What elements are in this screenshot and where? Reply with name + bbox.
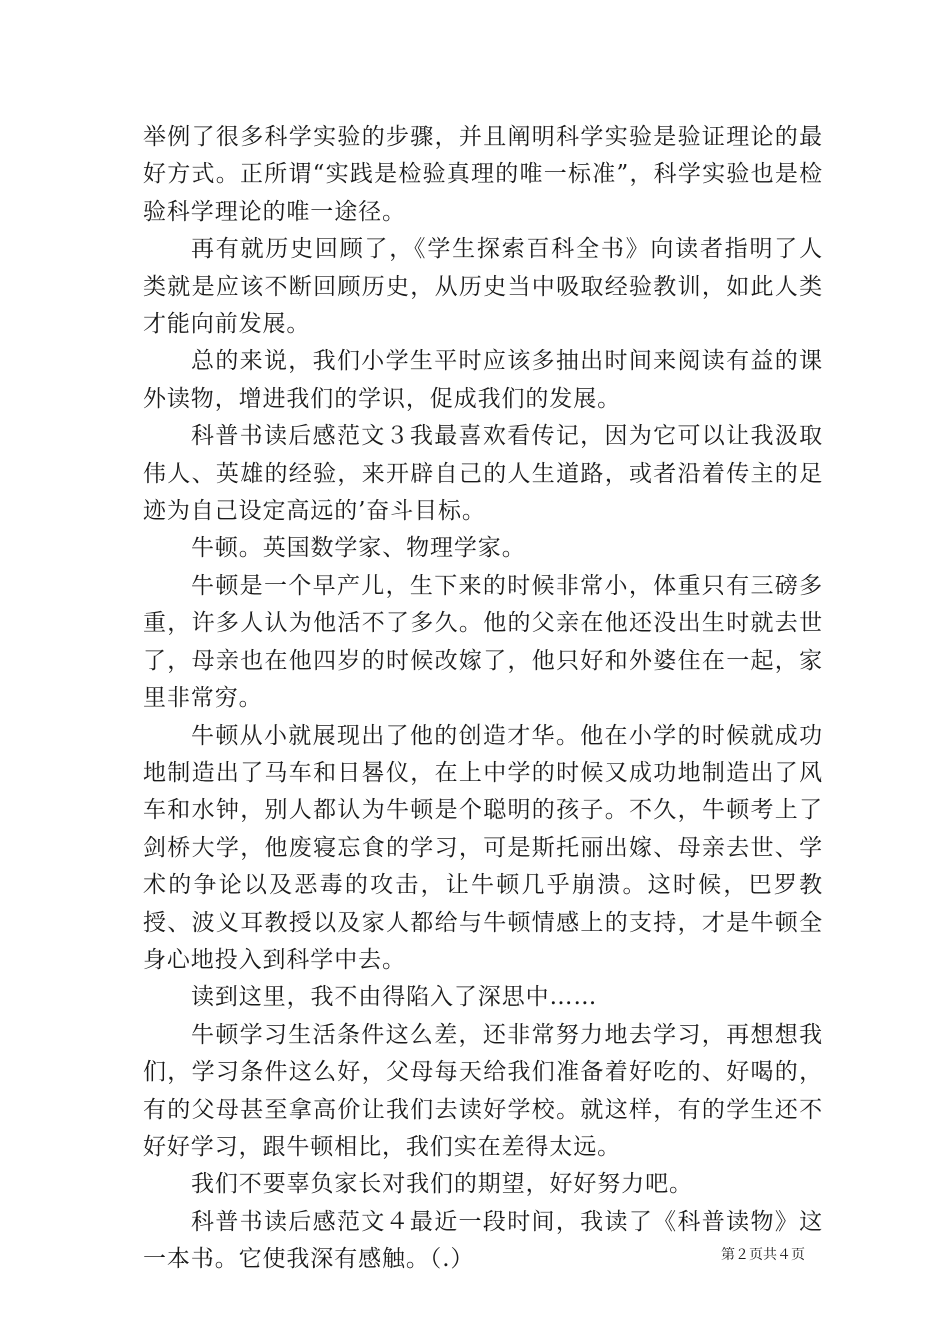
paragraph-10: 我们不要辜负家长对我们的期望，好好努力吧。 xyxy=(191,1171,693,1198)
paragraph-7: 牛顿从小就展现出了他的创造才华。他在小学的时候就成功地制造出了马车和日晷仪，在上中学的时候又成功地制造出了风车和水钟，别人都认为牛顿是个聪明的孩子。不久，牛顿考上了剑桥大学，他废寝忘食的学习，可是斯托丽出嫁、母亲去世、学术的争论以及恶毒的攻击，让牛顿几乎崩溃。这时候，巴罗教授、波义耳教授以及家人都给与牛顿情感上的支持，才是牛顿全身心地投入到科学中去。 xyxy=(143,722,823,973)
page-number-footer: 第２页共４页 xyxy=(721,1247,805,1263)
paragraph-3: 总的来说，我们小学生平时应该多抽出时间来阅读有益的课外读物，增进我们的学识，促成我们的发展。 xyxy=(143,348,823,412)
paragraph-11: 科普书读后感范文４最近一段时间，我读了《科普读物》这一本书。它使我深有感触。（.） xyxy=(143,1208,823,1273)
paragraph-9: 牛顿学习生活条件这么差，还非常努力地去学习，再想想我们，学习条件这么好，父母每天给我们准备着好吃的、好喝的，有的父母甚至拿高价让我们去读好学校。就这样，有的学生还不好好学习，跟牛顿相比，我们实在差得太远。 xyxy=(143,1021,823,1160)
paragraph-6: 牛顿是一个早产儿，生下来的时候非常小，体重只有三磅多重，许多人认为他活不了多久。他的父亲在他还没出生时就去世了，母亲也在他四岁的时候改嫁了，他只好和外婆住在一起，家里非常穷。 xyxy=(143,572,823,712)
paragraph-2: 再有就历史回顾了，《学生探索百科全书》向读者指明了人类就是应该不断回顾历史，从历史当中吸取经验教训，如此人类才能向前发展。 xyxy=(143,236,823,338)
paragraph-4: 科普书读后感范文３我最喜欢看传记，因为它可以让我汲取伟人、英雄的经验，来开辟自己的人生道路，或者沿着传主的足迹为自己设定高远的’奋斗目标。 xyxy=(143,423,823,525)
paragraph-5: 牛顿。英国数学家、物理学家。 xyxy=(191,535,526,562)
paragraph-1: 举例了很多科学实验的步骤，并且阐明科学实验是验证理论的最好方式。正所谓“实践是检验真理的唯一标准”，科学实验也是检验科学理论的唯一途径。 xyxy=(143,124,823,225)
paragraph-8: 读到这里，我不由得陷入了深思中…… xyxy=(191,984,598,1011)
document-body xyxy=(143,119,823,1279)
